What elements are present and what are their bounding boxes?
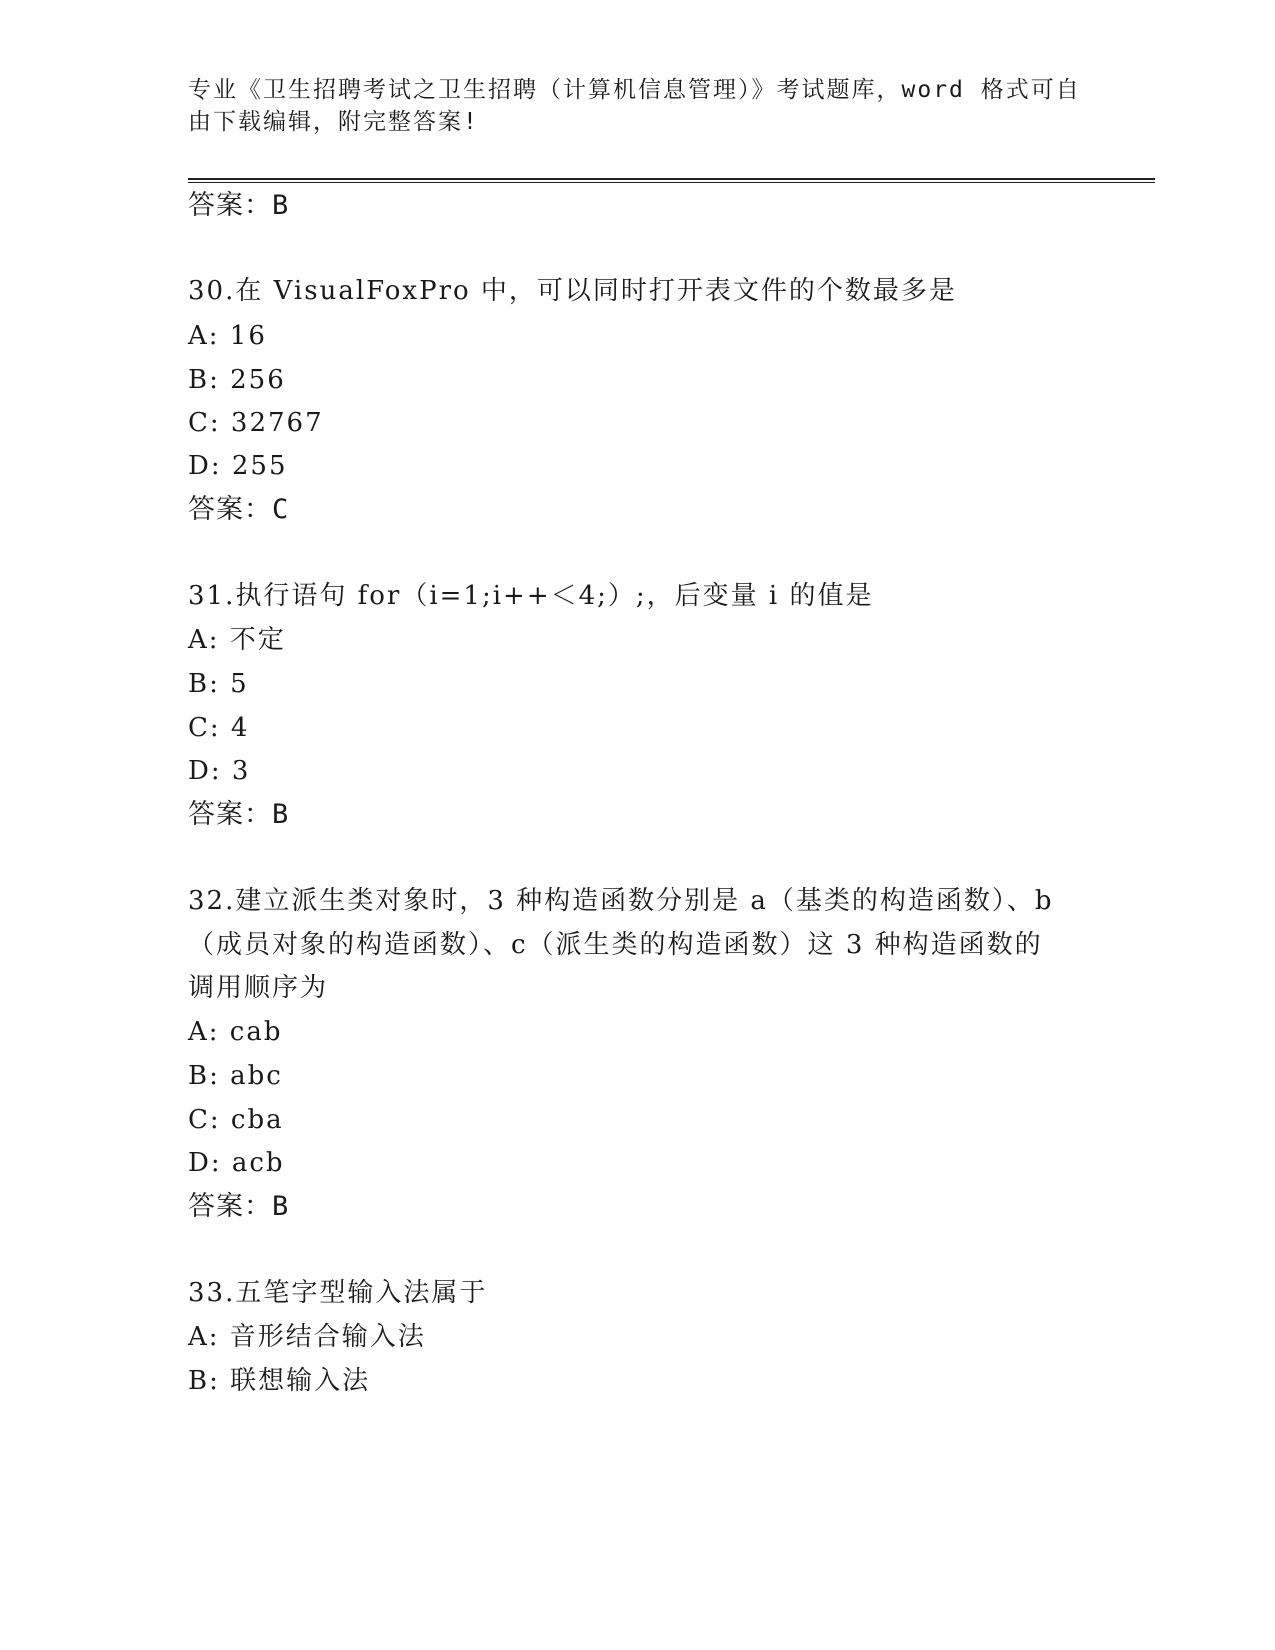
question-30-text: 30.在 VisualFoxPro 中，可以同时打开表文件的个数最多是 bbox=[188, 276, 957, 306]
question-30-option-d: D: 255 bbox=[188, 451, 288, 481]
question-33-option-a: A: 音形结合输入法 bbox=[188, 1322, 426, 1352]
question-31-answer: 答案：B bbox=[188, 799, 290, 830]
question-32-option-d: D: acb bbox=[188, 1148, 285, 1178]
question-32-text-line-1: 32.建立派生类对象时，3 种构造函数分别是 a（基类的构造函数）、b bbox=[188, 886, 1054, 916]
document-header: 专业《卫生招聘考试之卫生招聘（计算机信息管理）》考试题库，word 格式可自由下载编辑，附完整答案! bbox=[188, 77, 1081, 135]
question-30-option-c: C: 32767 bbox=[188, 408, 324, 438]
question-31-option-c: C: 4 bbox=[188, 713, 250, 743]
question-32-option-c: C: cba bbox=[188, 1105, 284, 1135]
question-31-option-d: D: 3 bbox=[188, 756, 251, 786]
question-32-answer: 答案：B bbox=[188, 1191, 290, 1222]
question-31-option-a: A: 不定 bbox=[188, 625, 286, 655]
question-32-text-line-2: （成员对象的构造函数）、c（派生类的构造函数）这 3 种构造函数的 bbox=[188, 930, 1043, 960]
question-32-option-b: B: abc bbox=[188, 1061, 283, 1091]
question-32-option-a: A: cab bbox=[188, 1017, 283, 1047]
question-32-text-line-3: 调用顺序为 bbox=[188, 973, 329, 1003]
question-31-option-b: B: 5 bbox=[188, 669, 249, 699]
question-30-option-a: A: 16 bbox=[188, 321, 267, 351]
question-33-option-b: B: 联想输入法 bbox=[188, 1366, 371, 1396]
answer-line: 答案：B bbox=[188, 190, 290, 221]
question-30-option-b: B: 256 bbox=[188, 365, 286, 395]
question-31-text: 31.执行语句 for（i=1;i++＜4;）;，后变量 i 的值是 bbox=[188, 581, 874, 611]
question-30-answer: 答案：C bbox=[188, 494, 290, 525]
header-divider bbox=[188, 178, 1155, 183]
question-33-text: 33.五笔字型输入法属于 bbox=[188, 1278, 488, 1308]
